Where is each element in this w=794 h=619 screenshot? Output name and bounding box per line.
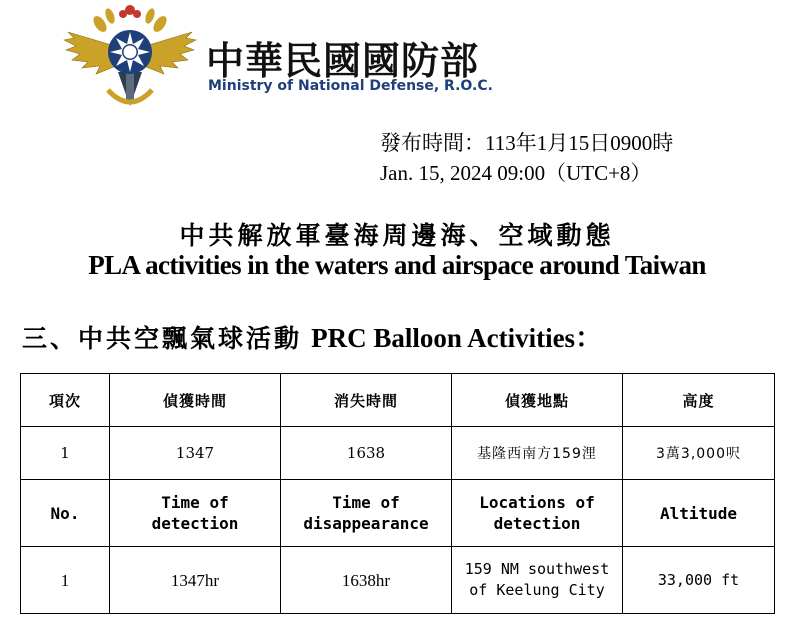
- header-cell-location-en: [452, 480, 623, 547]
- section-heading-cn: 三、中共空飄氣球活動: [22, 324, 303, 353]
- cell-altitude-cn: 3萬3,000呎: [623, 427, 775, 480]
- header-cell-location-en-line: Locations of: [479, 493, 595, 512]
- table-header-row-cn: [21, 374, 775, 427]
- section-heading-en: PRC Balloon Activities：: [311, 323, 603, 353]
- table-header-row-en: [21, 480, 775, 547]
- cell-disappearance-time-cn: 1638: [281, 427, 452, 480]
- header-cell-altitude-cn: 高度: [623, 374, 775, 427]
- header-cell-altitude-en: [623, 480, 775, 547]
- header: [60, 0, 520, 118]
- header-cell-no-en-line: No.: [50, 503, 80, 523]
- table-row-cn: [21, 427, 775, 480]
- cell-altitude-en-line: 33,000 ft: [657, 570, 740, 589]
- org-name-en: Ministry of National Defense, R.O.C.: [208, 78, 493, 94]
- mnd-emblem-icon: [60, 2, 200, 114]
- header-cell-detection-time-en-line: detection: [151, 514, 239, 533]
- cell-detection-time-cn: 1347: [110, 427, 281, 480]
- header-cell-detection-time-en-line: Time of: [161, 493, 229, 512]
- header-cell-detection-time-en: [110, 480, 281, 547]
- cell-location-cn: 基隆西南方159浬: [452, 427, 623, 480]
- header-cell-detection-time-cn: 偵獲時間: [110, 374, 281, 427]
- cell-location-en-line: 159 NM southwest: [464, 560, 610, 578]
- release-time-en: Jan. 15, 2024 09:00（UTC+8）: [380, 161, 652, 185]
- header-cell-altitude-en-line: Altitude: [659, 503, 738, 523]
- header-cell-disappearance-time-en-line: disappearance: [303, 514, 429, 533]
- header-cell-no-cn: 項次: [21, 374, 110, 427]
- header-cell-location-en-line: detection: [493, 514, 581, 533]
- cell-detection-time-en: [110, 547, 281, 614]
- cell-detection-time-en-line: 1347hr: [170, 570, 220, 590]
- header-cell-disappearance-time-en-line: Time of: [332, 493, 400, 512]
- header-cell-no-en: [21, 480, 110, 547]
- page-title-en: PLA activities in the waters and airspace around Taiwan: [88, 250, 706, 280]
- cell-location-en: [452, 547, 623, 614]
- cell-no-en-line: 1: [60, 570, 70, 590]
- header-cell-disappearance-time-en: [281, 480, 452, 547]
- cell-altitude-en: [623, 547, 775, 614]
- header-cell-disappearance-time-cn: 消失時間: [281, 374, 452, 427]
- page-title-cn: 中共解放軍臺海周邊海、空域動態: [179, 221, 615, 250]
- header-cell-location-cn: 偵獲地點: [452, 374, 623, 427]
- cell-no-en: [21, 547, 110, 614]
- org-name-cn: 中華民國國防部: [206, 39, 480, 83]
- cell-disappearance-time-en-line: 1638hr: [341, 570, 391, 590]
- table-row-en: [21, 547, 775, 614]
- cell-location-en-line: of Keelung City: [469, 581, 605, 599]
- section-heading: [22, 316, 602, 355]
- release-time-cn: 發布時間：113年1月15日0900時: [380, 131, 674, 155]
- balloon-activity-table: [20, 373, 775, 614]
- cell-no-cn: 1: [21, 427, 110, 480]
- cell-disappearance-time-en: [281, 547, 452, 614]
- release-time: [380, 128, 673, 188]
